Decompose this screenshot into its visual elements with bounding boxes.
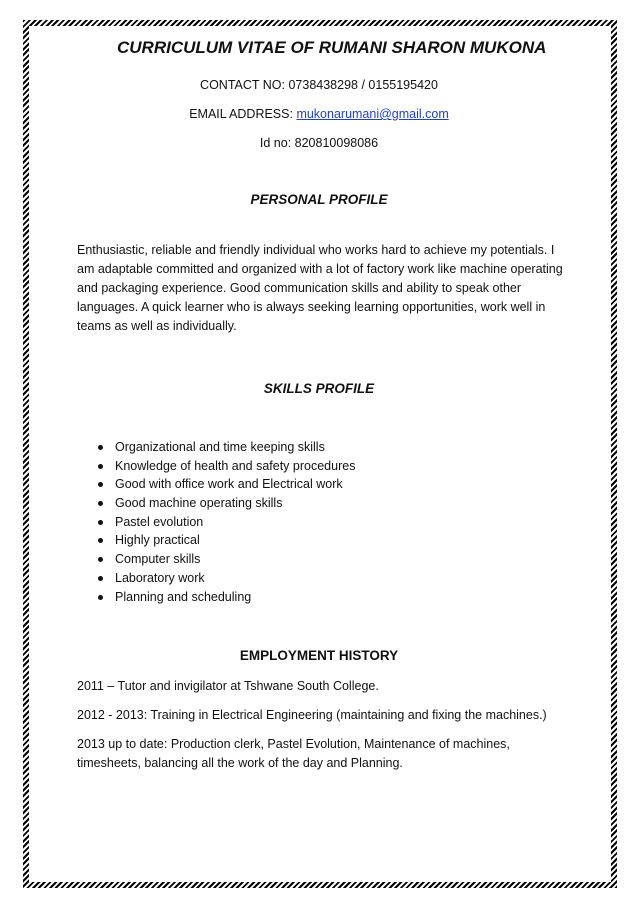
- skill-label: Good machine operating skills: [115, 496, 283, 511]
- employment-history-heading: EMPLOYMENT HISTORY: [239, 648, 399, 663]
- bullet-icon: [98, 520, 103, 525]
- skill-item: [115, 550, 355, 569]
- skill-item: [115, 531, 355, 550]
- skill-item: [115, 494, 355, 513]
- email-line: [0, 107, 638, 121]
- skill-item: [115, 513, 355, 532]
- skill-label: Organizational and time keeping skills: [115, 440, 325, 454]
- employment-entry: 2013 up to date: Production clerk, Pastel Evolution, Maintenance of machines, timesheets, balancing all the work of the day and Planning.: [77, 737, 510, 770]
- skills-profile-heading: SKILLS PROFILE: [263, 381, 375, 396]
- cv-title: CURRICULUM VITAE OF RUMANI SHARON MUKONA: [117, 38, 547, 57]
- email-label: EMAIL ADDRESS:: [189, 107, 297, 121]
- bullet-icon: [98, 576, 103, 581]
- skill-label: Good with office work and Electrical work: [115, 477, 343, 492]
- personal-profile-text: Enthusiastic, reliable and friendly individual who works hard to achieve my potentials. I am adaptable committed and organized with a lot of factory work like machine operating and packaging experience. Good communication skills and ability to speak other languages. A quick learner who is always seeking learning opportunities, work well in teams as well as individually.: [77, 243, 563, 333]
- skill-item: [115, 438, 355, 457]
- skill-label: Knowledge of health and safety procedures: [115, 458, 356, 473]
- bullet-icon: [98, 445, 103, 450]
- skill-label: Computer skills: [115, 552, 201, 567]
- skills-list: [115, 438, 355, 606]
- bullet-icon: [98, 595, 103, 600]
- skill-label: Highly practical: [115, 533, 200, 548]
- skill-item: [115, 588, 355, 607]
- skill-item: [115, 457, 355, 476]
- employment-entry: 2012 - 2013: Training in Electrical Engineering (maintaining and fixing the machines.): [77, 708, 547, 722]
- personal-profile-heading: PERSONAL PROFILE: [250, 192, 388, 207]
- id-number: Id no: 820810098086: [259, 136, 379, 150]
- skill-label: Planning and scheduling: [115, 589, 252, 604]
- skill-label: Laboratory work: [115, 570, 205, 585]
- skill-item: [115, 569, 355, 588]
- bullet-icon: [98, 464, 103, 469]
- employment-entry: 2011 – Tutor and invigilator at Tshwane South College.: [77, 679, 379, 693]
- skill-label: Pastel evolution: [115, 514, 204, 529]
- email-link[interactable]: mukonarumani@gmail.com: [296, 107, 449, 121]
- contact-number: CONTACT NO: 0738438298 / 0155195420: [200, 78, 438, 92]
- skill-item: [115, 475, 355, 494]
